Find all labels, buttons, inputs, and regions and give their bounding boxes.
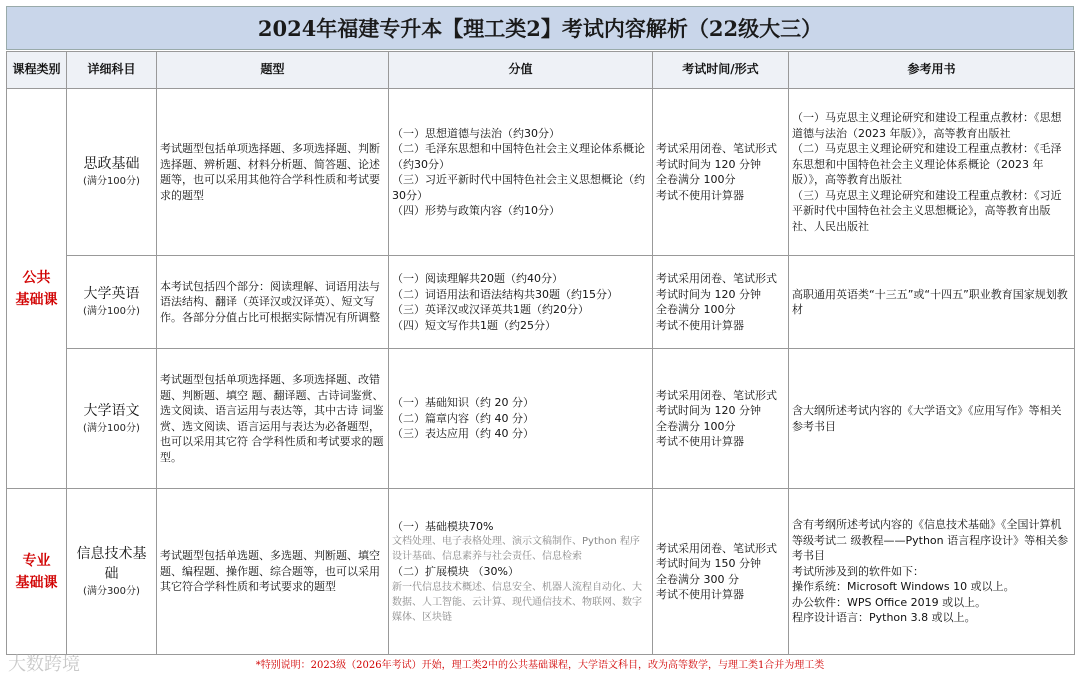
reference-books-cell: （一）马克思主义理论研究和建设工程重点教材：《思想道德与法治（2023 年版）》，高等教育出版社 （二）马克思主义理论研究和建设工程重点教材：《毛泽东思想和中国特色社会主义理论体系概论（2023 年版）》，高等教育出版社 （三）马克思主义理论研究和建设工程重点教材：《习近平新时代中国特色社会主义思想概论》，高等教育出版社、人民出版社 [789, 89, 1075, 256]
subject-cell [67, 349, 157, 489]
question-types-cell: 本考试包括四个部分：阅读理解、词语用法与语法结构、翻译（英译汉或汉译英）、短文写作。各部分分值占比可根据实际情况有所调整 [157, 256, 389, 349]
header-question-types: 题型 [157, 52, 389, 89]
watermark: 大数跨境 [8, 654, 80, 675]
table-row [7, 489, 1075, 655]
subject-cell [67, 89, 157, 256]
question-types-cell: 考试题型包括单项选择题、多项选择题、判断选择题、辨析题、材料分析题、简答题、论述题等，也可以采用其他符合学科性质和考试要求的题型 [157, 89, 389, 256]
subject-cell [67, 256, 157, 349]
points-cell: （一）阅读理解共20题（约40分） （二）词语用法和语法结构共30题（约15分） （三）英译汉或汉译英共1题（约20分） （四）短文写作共1题（约25分） [389, 256, 653, 349]
subject-name: 思政基础 [83, 156, 140, 172]
table-row [7, 349, 1075, 489]
header-points: 分值 [389, 52, 653, 89]
reference-books-cell: 含有考纲所述考试内容的《信息技术基础》《全国计算机等级考试二 级教程——Python 语言程序设计》等相关参考书目 考试所涉及到的软件如下： 操作系统：Microsoft Windows 10 或以上。 办公软件：WPS Office 2019 或以上。 程序设计语言：Python 3.8 或以上。 [789, 489, 1075, 655]
category-public: 公共 基础课 [7, 89, 67, 489]
subject-cell [67, 489, 157, 655]
exam-format-cell: 考试采用闭卷、笔试形式 考试时间为 150 分钟 全卷满分 300 分 考试不使用计算器 [653, 489, 789, 655]
points-cell: （一）基础知识（约 20 分） （二）篇章内容（约 40 分） （三）表达应用（约 40 分） [389, 349, 653, 489]
exam-table [6, 51, 1075, 655]
category-major: 专业 基础课 [7, 489, 67, 655]
points-basic-module: （一）基础模块70% [392, 519, 494, 533]
subject-name: 大学英语 [83, 286, 140, 302]
subject-score: (满分100分) [83, 176, 140, 187]
special-note: *特别说明：2023级（2026年考试）开始，理工类2中的公共基础课程，大学语文科目，改为高等数学，与理工类1合并为理工类 [255, 660, 825, 671]
exam-format-cell: 考试采用闭卷、笔试形式 考试时间为 120 分钟 全卷满分 100分 考试不使用计算器 [653, 256, 789, 349]
reference-books-cell: 含大纲所述考试内容的《大学语文》《应用写作》等相关参考书目 [789, 349, 1075, 489]
points-extended-module: （二）扩展模块 （30%） [392, 565, 519, 578]
reference-books-cell: 高职通用英语类“十三五”或“十四五”职业教育国家规划教材 [789, 256, 1075, 349]
table-row [7, 89, 1075, 256]
points-basic-detail: 文档处理、电子表格处理、演示文稿制作、Python 程序设计基础、信息素养与社会责任、信息检索 [392, 536, 640, 562]
points-extended-detail: 新一代信息技术概述、信息安全、机器人流程自动化、大数据、人工智能、云计算、现代通信技术、物联网、数字媒体、区块链 [392, 581, 642, 623]
question-types-cell: 考试题型包括单选题、多选题、判断题、填空题、编程题、操作题、综合题等，也可以采用其它符合学科性质和考试要求的题型 [157, 489, 389, 655]
subject-name: 信息技术基础 [76, 545, 147, 582]
header-reference-books: 参考用书 [789, 52, 1075, 89]
page-title: 2024年福建专升本【理工类2】考试内容解析（22级大三） [6, 6, 1074, 50]
exam-format-cell: 考试采用闭卷、笔试形式 考试时间为 120 分钟 全卷满分 100分 考试不使用计算器 [653, 89, 789, 256]
question-types-cell: 考试题型包括单项选择题、多项选择题、改错题、判断题、填空 题、翻译题、古诗词鉴赏、选文阅读、语言运用与表达等，其中古诗 词鉴赏、选文阅读、语言运用与表达为必备题型，也可以采用其它符 合学科性质和考试要求的题型。 [157, 349, 389, 489]
table-header-row [7, 52, 1075, 89]
table-row [7, 256, 1075, 349]
subject-name: 大学语文 [83, 402, 140, 419]
header-exam-format: 考试时间/形式 [653, 52, 789, 89]
header-subject: 详细科目 [67, 52, 157, 89]
points-cell [389, 489, 653, 655]
subject-score: (满分100分) [83, 306, 140, 317]
points-cell: （一）思想道德与法治（约30分） （二）毛泽东思想和中国特色社会主义理论体系概论（约30分） （三）习近平新时代中国特色社会主义思想概论（约30分） （四）形势与政策内容（约10分） [389, 89, 653, 256]
exam-format-cell: 考试采用闭卷、笔试形式 考试时间为 120 分钟 全卷满分 100分 考试不使用计算器 [653, 349, 789, 489]
subject-score: (满分300分) [83, 585, 140, 597]
subject-score: (满分100分) [83, 422, 140, 434]
header-category: 课程类别 [7, 52, 67, 89]
